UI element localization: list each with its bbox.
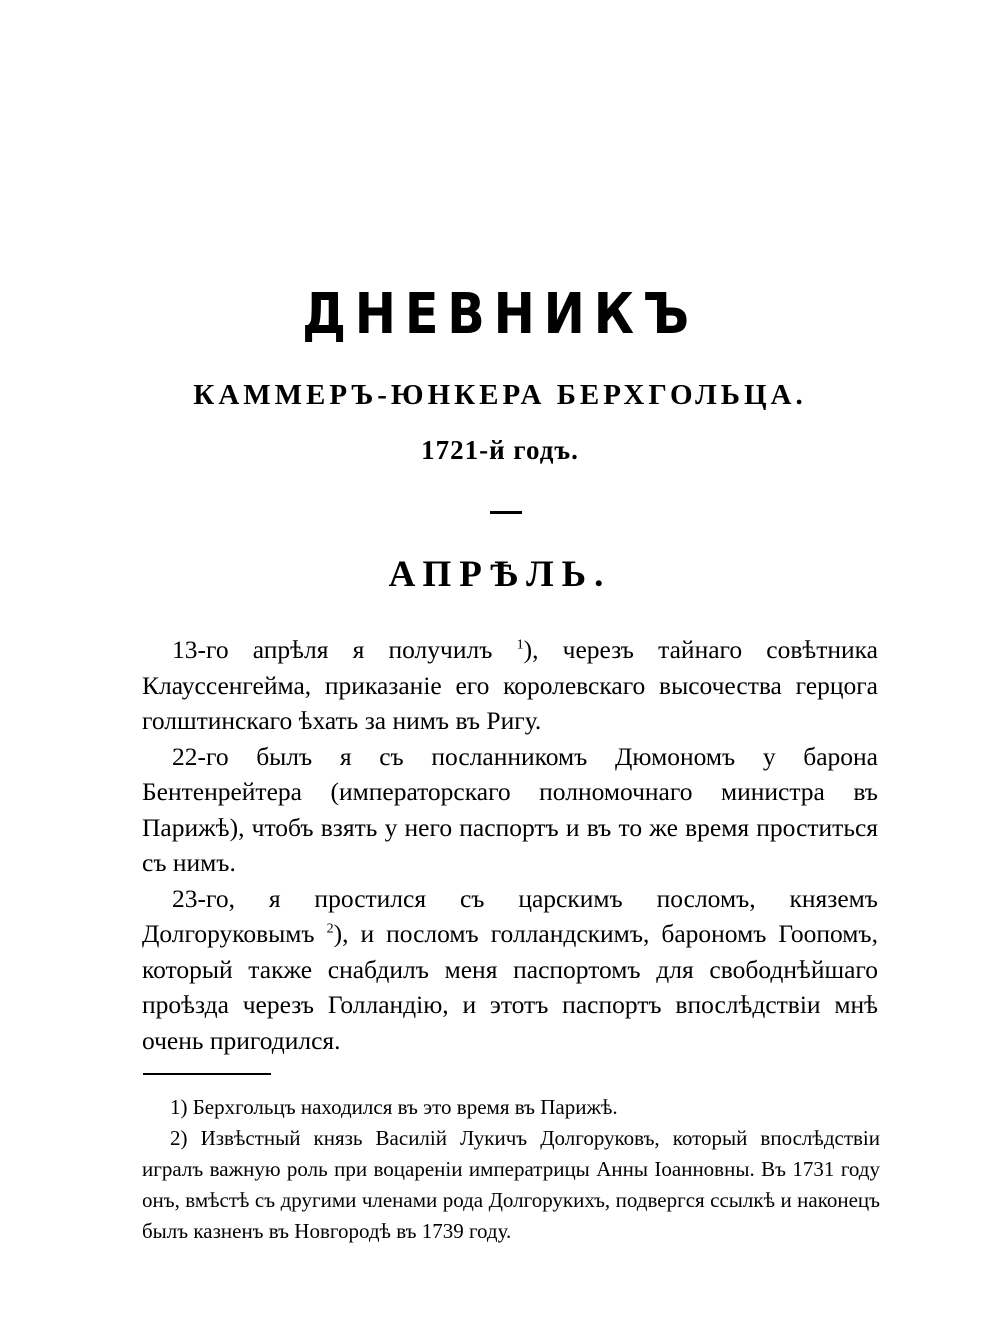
- month-heading: АПРѢЛЬ.: [388, 554, 612, 595]
- footnote-1: 1) Берхгольцъ находился въ это время въ Парижѣ.: [170, 1095, 618, 1119]
- paragraph-text: 23-го, я простился съ царскимъ посломъ, княземъ Долгоруковымъ: [142, 883, 878, 948]
- footnote-reference: 1: [516, 637, 524, 653]
- paragraph-text: ), черезъ тайнаго совѣтника Клауссенгейма, приказаніе его королевскаго высочества герцога голштинскаго ѣхать за нимъ въ Ригу.: [142, 635, 878, 735]
- paragraph-april-13: [142, 632, 878, 739]
- footnotes: [142, 1092, 880, 1247]
- footnote-separator: [143, 1073, 271, 1075]
- year-heading: 1721-й годъ.: [421, 435, 579, 465]
- diary-body: [142, 632, 878, 1058]
- section-dash-divider: [490, 511, 522, 514]
- footnote-reference: 2: [326, 921, 334, 937]
- paragraph-text: 13-го апрѣля я получилъ: [172, 635, 517, 664]
- diary-subtitle: КАММЕРЪ-ЮНКЕРА БЕРХГОЛЬЦА.: [193, 379, 807, 411]
- paragraph-april-22: 22-го былъ я съ посланникомъ Дюмономъ у барона Бентенрейтера (императорскаго полномочнаго министра въ Парижѣ), чтобъ взять у него паспортъ и въ то же время проститься съ нимъ.: [142, 741, 878, 877]
- footnote-2: 2) Извѣстный князь Василій Лукичъ Долгоруковъ, который впослѣдствіи игралъ важную роль при воцареніи императрицы Анны Іоанновны. Въ 1731 году онъ, вмѣстѣ съ другими членами рода Долгорукихъ, подвергся ссылкѣ и наконецъ былъ казненъ въ Новгородѣ въ 1739 году.: [142, 1126, 880, 1243]
- diary-title: ДНЕВНИКЪ: [302, 282, 698, 347]
- paragraph-april-23: [142, 881, 878, 1059]
- paragraph-text: ), и посломъ голландскимъ, барономъ Гоопомъ, который также снабдилъ меня паспортомъ для свободнѣйшаго проѣзда черезъ Голландію, и этотъ паспортъ впослѣдствіи мнѣ очень пригодился.: [142, 919, 878, 1055]
